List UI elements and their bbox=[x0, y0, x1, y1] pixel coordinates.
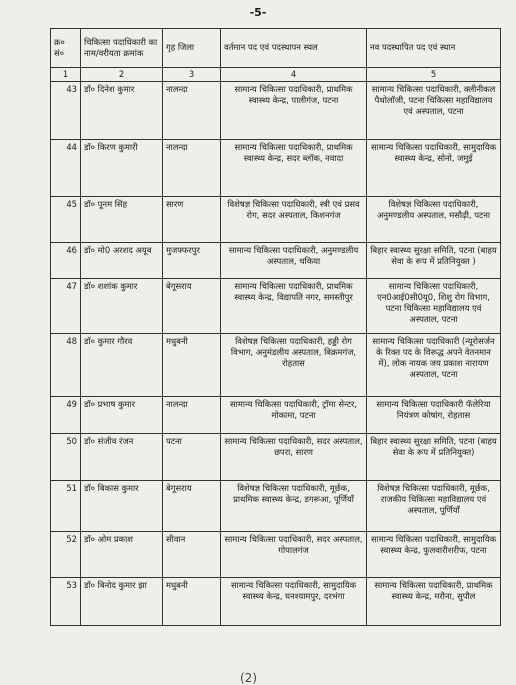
new-posting: विशेषज्ञ चिकित्सा पदाधिकारी, अनुमण्डलीय अस्पताल, मसौढ़ी, पटना bbox=[367, 197, 501, 243]
current-posting: सामान्य चिकित्सा पदाधिकारी, सदर अस्पताल, गोपालगंज bbox=[221, 532, 367, 578]
officer-name: डॉ० मो0 अरशद अयूब bbox=[81, 243, 163, 279]
current-posting: सामान्य चिकित्सा पदाधिकारी, प्राथमिक स्वास्थ्य केन्द्र, पालीगंज, पटना bbox=[221, 82, 367, 140]
home-district: सीवान bbox=[163, 532, 221, 578]
column-number: 5 bbox=[367, 68, 501, 82]
home-district: बेगूसराय bbox=[163, 279, 221, 334]
serial-number: 45 bbox=[51, 197, 81, 243]
new-posting: सामान्य चिकित्सा पदाधिकारी, प्राथमिक स्वास्थ्य केन्द्र, मरौना, सुपौल bbox=[367, 578, 501, 626]
current-posting: विशेषज्ञ चिकित्सा पदाधिकारी, हड्डी रोग विभाग, अनुमंडलीय अस्पताल, बिक्रमगंज, रोहतास bbox=[221, 334, 367, 397]
table-row bbox=[51, 481, 501, 532]
home-district: पटना bbox=[163, 434, 221, 481]
serial-number: 44 bbox=[51, 140, 81, 197]
table-row bbox=[51, 397, 501, 434]
current-posting: विशेषज्ञ चिकित्सा पदाधिकारी, मूर्छक, प्राथमिक स्वास्थ्य केन्द्र, डगरूआ, पूर्णियाँ bbox=[221, 481, 367, 532]
current-posting: विशेषज्ञ चिकित्सा पदाधिकारी, स्त्री एवं प्रसव रोग, सदर अस्पताल, किशनगंज bbox=[221, 197, 367, 243]
home-district: नालन्दा bbox=[163, 82, 221, 140]
serial-number: 48 bbox=[51, 334, 81, 397]
home-district: मधुबनी bbox=[163, 578, 221, 626]
header-serial: क्र० सं० bbox=[51, 29, 81, 68]
table-row bbox=[51, 197, 501, 243]
serial-number: 49 bbox=[51, 397, 81, 434]
table-row bbox=[51, 140, 501, 197]
officer-name: डॉ० संजीव रंजन bbox=[81, 434, 163, 481]
page-number: -5- bbox=[249, 6, 267, 19]
serial-number: 51 bbox=[51, 481, 81, 532]
serial-number: 52 bbox=[51, 532, 81, 578]
new-posting: सामान्य चिकित्सा पदाधिकारी, एन0आई0सी0यू0, शिशु रोग विभाग, पटना चिकित्सा महाविद्यालय एवं अस्पताल, पटना bbox=[367, 279, 501, 334]
table-row bbox=[51, 532, 501, 578]
column-number: 3 bbox=[163, 68, 221, 82]
column-number: 1 bbox=[51, 68, 81, 82]
serial-number: 53 bbox=[51, 578, 81, 626]
current-posting: सामान्य चिकित्सा पदाधिकारी, सदर अस्पताल, छपरा, सारण bbox=[221, 434, 367, 481]
serial-number: 46 bbox=[51, 243, 81, 279]
officer-name: डॉ० कुमार गौरव bbox=[81, 334, 163, 397]
current-posting: सामान्य चिकित्सा पदाधिकारी, अनुमण्डलीय अस्पताल, चकिया bbox=[221, 243, 367, 279]
new-posting: सामान्य चिकित्सा पदाधिकारी, क्लीनीकल पैथोलॉजी, पटना चिकित्सा महाविद्यालय एवं अस्पताल, पटना bbox=[367, 82, 501, 140]
new-posting: सामान्य चिकित्सा पदाधिकारी, सामुदायिक स्वास्थ्य केन्द्र, सोनो, जमुई bbox=[367, 140, 501, 197]
officer-name: डॉ० बिनोद कुमार झा bbox=[81, 578, 163, 626]
home-district: मुजफ्फरपुर bbox=[163, 243, 221, 279]
new-posting: विशेषज्ञ चिकित्सा पदाधिकारी, मूर्छक, राजकीय चिकित्सा महाविद्यालय एवं अस्पताल, पूर्णियाँ bbox=[367, 481, 501, 532]
header-current-post: वर्तमान पद एवं पदस्थापन स्थल bbox=[221, 29, 367, 68]
current-posting: सामान्य चिकित्सा पदाधिकारी, प्राथमिक स्वास्थ्य केन्द्र, विद्यापति नगर, समस्तीपुर bbox=[221, 279, 367, 334]
column-number-row bbox=[51, 68, 501, 82]
officer-name: डॉ० बिकास कुमार bbox=[81, 481, 163, 532]
new-posting: बिहार स्वास्थ्य सुरक्षा समिति, पटना (बाहय सेवा के रूप में प्रतिनियुक्त ) bbox=[367, 243, 501, 279]
posting-table bbox=[50, 28, 501, 626]
home-district: नालन्दा bbox=[163, 140, 221, 197]
header-name: चिकित्सा पदाधिकारी का नाम/वरीयता क्रमांक bbox=[81, 29, 163, 68]
serial-number: 43 bbox=[51, 82, 81, 140]
table-row bbox=[51, 334, 501, 397]
table-row bbox=[51, 578, 501, 626]
header-new-post: नव पदस्थापित पद एवं स्थान bbox=[367, 29, 501, 68]
page-footer-mark: (2) bbox=[240, 671, 257, 685]
table-body bbox=[51, 82, 501, 626]
current-posting: सामान्य चिकित्सा पदाधिकारी, ट्रॉमा सेन्टर, मोकामा, पटना bbox=[221, 397, 367, 434]
serial-number: 47 bbox=[51, 279, 81, 334]
home-district: नालन्दा bbox=[163, 397, 221, 434]
current-posting: सामान्य चिकित्सा पदाधिकारी, प्राथमिक स्वास्थ्य केन्द्र, सदर ब्लॉक, नवादा bbox=[221, 140, 367, 197]
new-posting: सामान्य चिकित्सा पदाधिकारी (न्यूरोसर्जन के रिक्त पद के विरूद्ध अपने वेतनमान में), लोक नायक जय प्रकाश नारायण अस्पताल, पटना bbox=[367, 334, 501, 397]
home-district: बेगूसराय bbox=[163, 481, 221, 532]
officer-name: डॉ० प्रभाष कुमार bbox=[81, 397, 163, 434]
header-home-district: गृह जिला bbox=[163, 29, 221, 68]
new-posting: सामान्य चिकित्सा पदाधिकारी, सामुदायिक स्वास्थ्य केन्द्र, फुलवारीशरीफ, पटना bbox=[367, 532, 501, 578]
officer-name: डॉ० शशांक कुमार bbox=[81, 279, 163, 334]
home-district: मधुबनी bbox=[163, 334, 221, 397]
table-row bbox=[51, 243, 501, 279]
officer-name: डॉ० ओम प्रकाश bbox=[81, 532, 163, 578]
officer-name: डॉ० दिनेश कुमार bbox=[81, 82, 163, 140]
officer-name: डॉ० पूनम सिंह bbox=[81, 197, 163, 243]
column-number: 2 bbox=[81, 68, 163, 82]
header-row bbox=[51, 29, 501, 68]
home-district: सारण bbox=[163, 197, 221, 243]
serial-number: 50 bbox=[51, 434, 81, 481]
new-posting: सामान्य चिकित्सा पदाधिकारी फॅलेरिया नियंत्रण कोषांग, रोहतास bbox=[367, 397, 501, 434]
officer-name: डॉ० किरण कुमारी bbox=[81, 140, 163, 197]
new-posting: बिहार स्वास्थ्य सुरक्षा समिति, पटना (बाहय सेवा के रूप में प्रतिनियुक्त) bbox=[367, 434, 501, 481]
table-row bbox=[51, 279, 501, 334]
current-posting: सामान्य चिकित्सा पदाधिकारी, सामुदायिक स्वास्थ्य केन्द्र, घनश्यामपुर, दरभंगा bbox=[221, 578, 367, 626]
table-row bbox=[51, 434, 501, 481]
table-row bbox=[51, 82, 501, 140]
column-number: 4 bbox=[221, 68, 367, 82]
